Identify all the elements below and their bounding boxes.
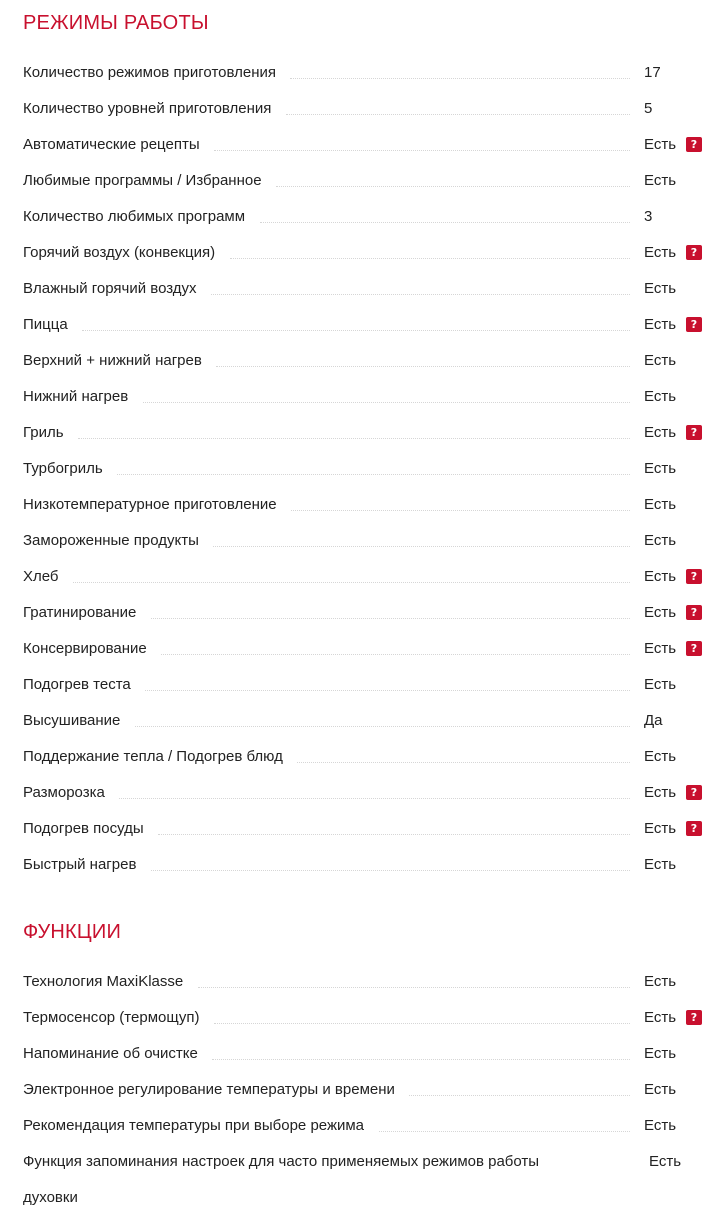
spec-row	[23, 673, 713, 697]
dotted-leader	[211, 294, 630, 295]
spec-row	[23, 169, 713, 193]
spec-label: Горячий воздух (конвекция)	[23, 244, 216, 261]
spec-value: Есть	[644, 1009, 677, 1026]
spec-value: Есть	[644, 820, 677, 837]
spec-label: Автоматические рецепты	[23, 136, 200, 153]
spec-row	[23, 817, 713, 841]
dotted-leader	[82, 330, 630, 331]
spec-label: Термосенсор (термощуп)	[23, 1009, 200, 1026]
spec-row	[23, 529, 713, 553]
spec-value: Есть	[649, 1153, 682, 1170]
spec-label: Низкотемпературное приготовление	[23, 496, 277, 513]
dotted-leader	[119, 798, 630, 799]
spec-label: Быстрый нагрев	[23, 856, 137, 873]
spec-label: Нижний нагрев	[23, 388, 129, 405]
spec-value: Есть	[644, 748, 677, 765]
dotted-leader	[198, 987, 630, 988]
dotted-leader	[291, 510, 630, 511]
spec-row	[23, 205, 713, 229]
help-icon[interactable]: ?	[686, 821, 702, 836]
spec-row	[23, 493, 713, 517]
spec-label: Поддержание тепла / Подогрев блюд	[23, 748, 283, 765]
spec-row	[23, 241, 713, 265]
spec-value: 17	[644, 64, 661, 81]
spec-value: Есть	[644, 676, 677, 693]
spec-label: Подогрев теста	[23, 676, 131, 693]
spec-value: Есть	[644, 280, 677, 297]
spec-row	[23, 313, 713, 337]
help-icon[interactable]: ?	[686, 425, 702, 440]
dotted-leader	[409, 1095, 630, 1096]
spec-value: Есть	[644, 1081, 677, 1098]
dotted-leader	[78, 438, 630, 439]
spec-row	[23, 970, 713, 994]
dotted-leader	[260, 222, 630, 223]
spec-value: Есть	[644, 532, 677, 549]
help-icon[interactable]: ?	[686, 641, 702, 656]
spec-value: Есть	[644, 856, 677, 873]
spec-row	[23, 1114, 713, 1138]
spec-value: Есть	[644, 640, 677, 657]
spec-row	[23, 97, 713, 121]
spec-value: Да	[644, 712, 663, 729]
section-title-modes: РЕЖИМЫ РАБОТЫ	[23, 12, 209, 34]
spec-value: Есть	[644, 784, 677, 801]
dotted-leader	[145, 690, 630, 691]
dotted-leader	[135, 726, 630, 727]
spec-label: Гратинирование	[23, 604, 137, 621]
spec-label: Влажный горячий воздух	[23, 280, 197, 297]
spec-value: Есть	[644, 568, 677, 585]
spec-row	[23, 457, 713, 481]
spec-label: Функция запоминания настроек для часто применяемых режимов работы духовки	[23, 1153, 540, 1206]
spec-label: Количество любимых программ	[23, 208, 246, 225]
spec-row	[23, 853, 713, 877]
spec-value: Есть	[644, 352, 677, 369]
spec-label: Количество уровней приготовления	[23, 100, 272, 117]
spec-row	[23, 61, 713, 85]
spec-value: 3	[644, 208, 653, 225]
spec-value: Есть	[644, 496, 677, 513]
dotted-leader	[151, 618, 630, 619]
dotted-leader	[290, 78, 630, 79]
spec-value: Есть	[644, 172, 677, 189]
help-icon[interactable]: ?	[686, 605, 702, 620]
spec-label: Подогрев посуды	[23, 820, 144, 837]
spec-value: Есть	[644, 973, 677, 990]
spec-row	[23, 637, 713, 661]
spec-row	[23, 133, 713, 157]
spec-row	[23, 277, 713, 301]
dotted-leader	[230, 258, 630, 259]
spec-label: Электронное регулирование температуры и времени	[23, 1081, 395, 1098]
section-title-functions: ФУНКЦИИ	[23, 921, 122, 943]
spec-label: Количество режимов приготовления	[23, 64, 276, 81]
dotted-leader	[276, 186, 630, 187]
help-icon[interactable]: ?	[686, 137, 702, 152]
spec-row	[23, 1042, 713, 1066]
dotted-leader	[212, 1059, 630, 1060]
spec-value: Есть	[644, 136, 677, 153]
spec-label: Консервирование	[23, 640, 147, 657]
spec-value: Есть	[644, 244, 677, 261]
spec-row	[23, 745, 713, 769]
spec-value: Есть	[644, 1117, 677, 1134]
dotted-leader	[379, 1131, 630, 1132]
spec-label: Разморозка	[23, 784, 105, 801]
help-icon[interactable]: ?	[686, 1010, 702, 1025]
spec-label: Высушивание	[23, 712, 121, 729]
help-icon[interactable]: ?	[686, 785, 702, 800]
spec-label: Напоминание об очистке	[23, 1045, 198, 1062]
spec-row	[23, 349, 713, 373]
spec-row	[23, 1150, 713, 1210]
dotted-leader	[297, 762, 630, 763]
help-icon[interactable]: ?	[686, 245, 702, 260]
help-icon[interactable]: ?	[686, 569, 702, 584]
dotted-leader	[161, 654, 630, 655]
spec-value: Есть	[644, 388, 677, 405]
spec-value: Есть	[644, 604, 677, 621]
spec-label: Верхний + нижний нагрев	[23, 352, 202, 369]
dotted-leader	[214, 150, 630, 151]
spec-label: Турбогриль	[23, 460, 103, 477]
dotted-leader	[73, 582, 630, 583]
dotted-leader	[286, 114, 630, 115]
spec-row	[23, 1006, 713, 1030]
spec-row	[23, 709, 713, 733]
dotted-leader	[117, 474, 630, 475]
spec-value: Есть	[644, 460, 677, 477]
spec-value: Есть	[644, 316, 677, 333]
spec-label: Любимые программы / Избранное	[23, 172, 262, 189]
spec-value: Есть	[644, 1045, 677, 1062]
dotted-leader	[143, 402, 630, 403]
spec-row	[23, 1078, 713, 1102]
spec-value: Есть	[644, 424, 677, 441]
dotted-leader	[214, 1023, 630, 1024]
spec-row	[23, 601, 713, 625]
spec-label: Замороженные продукты	[23, 532, 199, 549]
spec-label: Технология MaxiKlasse	[23, 973, 184, 990]
dotted-leader	[213, 546, 630, 547]
help-icon[interactable]: ?	[686, 317, 702, 332]
spec-row	[23, 421, 713, 445]
spec-row	[23, 385, 713, 409]
spec-value: 5	[644, 100, 653, 117]
spec-label: Хлеб	[23, 568, 59, 585]
dotted-leader	[158, 834, 630, 835]
spec-label: Рекомендация температуры при выборе режима	[23, 1117, 365, 1134]
spec-row	[23, 781, 713, 805]
spec-label: Гриль	[23, 424, 64, 441]
spec-row	[23, 565, 713, 589]
dotted-leader	[151, 870, 630, 871]
dotted-leader	[216, 366, 630, 367]
spec-label: Пицца	[23, 316, 68, 333]
